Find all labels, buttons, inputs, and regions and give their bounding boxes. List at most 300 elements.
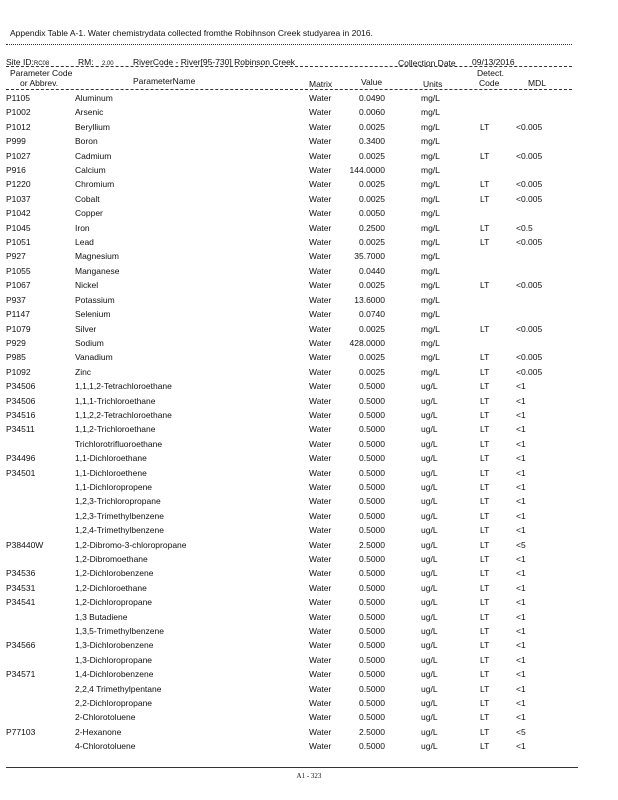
header-detect-line2: Code (479, 78, 500, 88)
value-cell: 0.5000 (359, 597, 385, 608)
param-name-cell: 1,1,1-Trichloroethane (75, 395, 156, 406)
param-code-cell: P1051 (6, 237, 31, 248)
param-name-cell: Zinc (75, 366, 92, 377)
mdl-cell: <1 (516, 568, 526, 579)
units-cell: ug/L (421, 597, 438, 608)
param-name-cell: 2-Chlorotoluene (75, 712, 136, 723)
units-cell: mg/L (421, 107, 440, 118)
table-row (0, 166, 618, 180)
value-cell: 0.5000 (359, 453, 385, 464)
value-cell: 0.0490 (359, 93, 385, 103)
mdl-cell: <0.5 (516, 222, 533, 233)
matrix-cell: Water (309, 222, 332, 233)
detect-code-cell: LT (480, 640, 490, 651)
units-cell: ug/L (421, 381, 438, 392)
mdl-cell: <1 (516, 438, 526, 449)
param-code-cell: P1147 (6, 309, 30, 320)
header-matrix: Matrix (309, 79, 333, 89)
matrix-cell: Water (309, 669, 332, 680)
mdl-cell: <0.005 (516, 352, 543, 363)
table-row (0, 656, 618, 670)
mdl-cell: <1 (516, 409, 526, 420)
detect-code-cell: LT (480, 409, 490, 420)
param-code-cell: P34571 (6, 669, 36, 680)
matrix-cell: Water (309, 136, 332, 147)
param-name-cell: Nickel (75, 280, 99, 291)
value-cell: 0.0025 (359, 193, 385, 204)
param-name-cell: 1,2-Dichloroethane (75, 582, 147, 593)
units-cell: ug/L (421, 525, 438, 536)
param-code-cell: P34501 (6, 467, 36, 478)
param-code-cell: P1027 (6, 150, 31, 161)
value-cell: 0.0025 (359, 366, 385, 377)
matrix-cell: Water (309, 121, 332, 132)
units-cell: ug/L (421, 582, 438, 593)
param-name-cell: 2,2,4 Trimethylpentane (75, 683, 162, 694)
table-row (0, 728, 618, 742)
param-name-cell: Manganese (75, 265, 120, 276)
matrix-cell: Water (309, 409, 332, 420)
table-row (0, 699, 618, 713)
matrix-cell: Water (309, 496, 332, 507)
detect-code-cell: LT (480, 467, 490, 478)
detect-code-cell: LT (480, 712, 490, 723)
param-name-cell: 2-Hexanone (75, 726, 122, 737)
param-code-cell: P34506 (6, 395, 36, 406)
table-row (0, 94, 618, 108)
table-row (0, 584, 618, 598)
units-cell: ug/L (421, 467, 438, 478)
detect-code-cell: LT (480, 741, 490, 752)
param-name-cell: 1,2-Dibromo-3-chloropropane (75, 539, 187, 550)
table-row (0, 137, 618, 151)
param-name-cell: 1,2,4-Trimethylbenzene (75, 525, 164, 536)
table-row (0, 670, 618, 684)
header-divider-top (6, 66, 572, 67)
units-cell: ug/L (421, 424, 438, 435)
table-row (0, 555, 618, 569)
units-cell: ug/L (421, 568, 438, 579)
table-row (0, 440, 618, 454)
table-row (0, 339, 618, 353)
mdl-cell: <0.005 (516, 179, 543, 190)
detect-code-cell: LT (480, 525, 490, 536)
param-name-cell: Arsenic (75, 107, 104, 118)
units-cell: mg/L (421, 165, 440, 176)
table-row (0, 123, 618, 137)
units-cell: ug/L (421, 626, 438, 637)
value-cell: 0.5000 (359, 438, 385, 449)
detect-code-cell: LT (480, 698, 490, 709)
mdl-cell: <1 (516, 669, 526, 680)
matrix-cell: Water (309, 554, 332, 564)
matrix-cell: Water (309, 294, 332, 305)
detect-code-cell: LT (480, 237, 490, 248)
param-name-cell: Beryllium (75, 121, 110, 132)
header-param-code-line1: Parameter Code (10, 68, 73, 78)
matrix-cell: Water (309, 265, 332, 276)
table-row (0, 368, 618, 382)
matrix-cell: Water (309, 165, 332, 176)
units-cell: ug/L (421, 496, 438, 507)
table-row (0, 641, 618, 655)
matrix-cell: Water (309, 539, 332, 550)
value-cell: 0.5000 (359, 698, 385, 709)
value-cell: 0.5000 (359, 496, 385, 507)
units-cell: mg/L (421, 337, 440, 348)
param-name-cell: 1,3,5-Trimethylbenzene (75, 626, 164, 637)
mdl-cell: <1 (516, 481, 526, 492)
value-cell: 2.5000 (359, 726, 385, 737)
mdl-cell: <0.005 (516, 366, 543, 377)
mdl-cell: <5 (516, 726, 526, 737)
mdl-cell: <1 (516, 683, 526, 694)
mdl-cell: <1 (516, 654, 526, 665)
collection-date-label: Collection Date (398, 58, 456, 68)
table-row (0, 469, 618, 483)
mdl-cell: <0.005 (516, 237, 543, 248)
param-code-cell: P999 (6, 136, 26, 147)
detect-code-cell: LT (480, 352, 490, 363)
param-name-cell: 1,2-Dichlorobenzene (75, 568, 154, 579)
units-cell: mg/L (421, 251, 440, 262)
header-param-code-line2: or Abbrev. (20, 78, 59, 88)
param-name-cell: 1,1,1,2-Tetrachloroethane (75, 381, 172, 392)
units-cell: mg/L (421, 294, 440, 305)
mdl-cell: <1 (516, 554, 526, 564)
value-cell: 0.5000 (359, 640, 385, 651)
detect-code-cell: LT (480, 395, 490, 406)
value-cell: 0.0440 (359, 265, 385, 276)
units-cell: ug/L (421, 726, 438, 737)
value-cell: 0.5000 (359, 510, 385, 521)
table-row (0, 180, 618, 194)
mdl-cell: <0.005 (516, 280, 543, 291)
table-row (0, 325, 618, 339)
value-cell: 0.5000 (359, 626, 385, 637)
units-cell: ug/L (421, 669, 438, 680)
mdl-cell: <1 (516, 611, 526, 622)
value-cell: 0.5000 (359, 525, 385, 536)
units-cell: ug/L (421, 554, 438, 564)
units-cell: ug/L (421, 712, 438, 723)
matrix-cell: Water (309, 93, 332, 103)
mdl-cell: <1 (516, 525, 526, 536)
value-cell: 35.7000 (354, 251, 385, 262)
matrix-cell: Water (309, 525, 332, 536)
matrix-cell: Water (309, 352, 332, 363)
site-id-label: Site ID: (6, 57, 34, 67)
detect-code-cell: LT (480, 582, 490, 593)
param-code-cell: P929 (6, 337, 26, 348)
rm-value: 2.00 (101, 61, 114, 67)
matrix-cell: Water (309, 698, 332, 709)
value-cell: 0.0050 (359, 208, 385, 219)
value-cell: 0.5000 (359, 683, 385, 694)
param-code-cell: P1012 (6, 121, 31, 132)
table-title: Appendix Table A-1. Water chemistrydata collected fromthe Robihnson Creek studyarea in 2016. (10, 28, 373, 38)
value-cell: 0.5000 (359, 409, 385, 420)
param-code-cell: P34511 (6, 424, 35, 435)
table-row (0, 598, 618, 612)
value-cell: 0.0025 (359, 323, 385, 334)
mdl-cell: <0.005 (516, 323, 543, 334)
value-cell: 0.5000 (359, 712, 385, 723)
mdl-cell: <1 (516, 467, 526, 478)
matrix-cell: Water (309, 193, 332, 204)
value-cell: 0.0740 (359, 309, 385, 320)
mdl-cell: <1 (516, 698, 526, 709)
site-id-value: RC08 (33, 61, 50, 67)
table-row (0, 281, 618, 295)
table-row (0, 397, 618, 411)
param-name-cell: Trichlorotrifluoroethane (75, 438, 163, 449)
detect-code-cell: LT (480, 193, 490, 204)
table-row (0, 238, 618, 252)
param-code-cell: P1042 (6, 208, 31, 219)
table-row (0, 353, 618, 367)
param-name-cell: Silver (75, 323, 97, 334)
table-row (0, 569, 618, 583)
param-name-cell: 1,4-Dichlorobenzene (75, 669, 154, 680)
matrix-cell: Water (309, 741, 332, 752)
units-cell: mg/L (421, 352, 440, 363)
matrix-cell: Water (309, 251, 332, 262)
table-row (0, 310, 618, 324)
header-param-name: ParameterName (133, 76, 196, 86)
table-row (0, 296, 618, 310)
param-code-cell: P1092 (6, 366, 31, 377)
units-cell: mg/L (421, 323, 440, 334)
param-name-cell: Boron (75, 136, 98, 147)
mdl-cell: <1 (516, 453, 526, 464)
units-cell: mg/L (421, 121, 440, 132)
header-mdl: MDL (528, 78, 546, 88)
table-row (0, 411, 618, 425)
value-cell: 0.0025 (359, 121, 385, 132)
matrix-cell: Water (309, 208, 332, 219)
units-cell: mg/L (421, 193, 440, 204)
matrix-cell: Water (309, 481, 332, 492)
matrix-cell: Water (309, 280, 332, 291)
mdl-cell: <1 (516, 640, 526, 651)
value-cell: 0.0025 (359, 179, 385, 190)
table-row (0, 152, 618, 166)
mdl-cell: <5 (516, 539, 526, 550)
detect-code-cell: LT (480, 453, 490, 464)
table-row (0, 195, 618, 209)
units-cell: ug/L (421, 510, 438, 521)
detect-code-cell: LT (480, 121, 490, 132)
param-name-cell: 1,3 Butadiene (75, 611, 128, 622)
matrix-cell: Water (309, 337, 332, 348)
matrix-cell: Water (309, 626, 332, 637)
matrix-cell: Water (309, 597, 332, 608)
value-cell: 428.0000 (349, 337, 385, 348)
units-cell: ug/L (421, 683, 438, 694)
detect-code-cell: LT (480, 381, 490, 392)
page-number: A1 - 323 (296, 772, 322, 780)
table-row (0, 108, 618, 122)
value-cell: 0.5000 (359, 381, 385, 392)
param-name-cell: 1,3-Dichlorobenzene (75, 640, 154, 651)
value-cell: 0.5000 (359, 611, 385, 622)
param-name-cell: 1,3-Dichloropropane (75, 654, 153, 665)
value-cell: 0.5000 (359, 467, 385, 478)
units-cell: mg/L (421, 208, 440, 219)
matrix-cell: Water (309, 510, 332, 521)
matrix-cell: Water (309, 467, 332, 478)
param-code-cell: P1067 (6, 280, 31, 291)
units-cell: ug/L (421, 438, 438, 449)
param-code-cell: P77103 (6, 726, 36, 737)
detect-code-cell: LT (480, 179, 490, 190)
units-cell: ug/L (421, 481, 438, 492)
detect-code-cell: LT (480, 683, 490, 694)
units-cell: mg/L (421, 265, 440, 276)
param-code-cell: P927 (6, 251, 26, 262)
param-name-cell: 4-Chlorotoluene (75, 741, 136, 752)
river-code: RiverCode - River[95-730] Robinson Creek (133, 57, 296, 67)
header-divider-bottom (6, 89, 572, 90)
value-cell: 0.5000 (359, 568, 385, 579)
param-name-cell: 1,1,2-Trichloroethane (75, 424, 156, 435)
detect-code-cell: LT (480, 280, 490, 291)
units-cell: ug/L (421, 453, 438, 464)
detect-code-cell: LT (480, 438, 490, 449)
detect-code-cell: LT (480, 366, 490, 377)
param-name-cell: 1,2,3-Trichloropropane (75, 496, 161, 507)
table-row (0, 382, 618, 396)
value-cell: 0.5000 (359, 669, 385, 680)
matrix-cell: Water (309, 179, 332, 190)
param-name-cell: 1,1-Dichloroethane (75, 453, 147, 464)
value-cell: 0.0060 (359, 107, 385, 118)
mdl-cell: <1 (516, 741, 526, 752)
detect-code-cell: LT (480, 481, 490, 492)
value-cell: 0.0025 (359, 280, 385, 291)
table-row (0, 252, 618, 266)
param-code-cell: P937 (6, 294, 26, 305)
value-cell: 0.5000 (359, 554, 385, 564)
param-code-cell: P916 (6, 165, 26, 176)
param-name-cell: 1,2-Dichloropropane (75, 597, 153, 608)
param-name-cell: 2,2-Dichloropropane (75, 698, 153, 709)
table-row (0, 742, 618, 756)
header-value: Value (361, 77, 383, 87)
matrix-cell: Water (309, 568, 332, 579)
matrix-cell: Water (309, 582, 332, 593)
units-cell: mg/L (421, 93, 440, 103)
units-cell: mg/L (421, 136, 440, 147)
param-code-cell: P1105 (6, 93, 30, 103)
units-cell: ug/L (421, 741, 438, 752)
param-name-cell: Magnesium (75, 251, 119, 262)
param-name-cell: 1,1,2,2-Tetrachloroethane (75, 409, 172, 420)
table-row (0, 613, 618, 627)
param-name-cell: 1,1-Dichloroethene (75, 467, 147, 478)
matrix-cell: Water (309, 726, 332, 737)
matrix-cell: Water (309, 453, 332, 464)
param-name-cell: Copper (75, 208, 103, 219)
param-name-cell: Selenium (75, 309, 111, 320)
param-name-cell: Cadmium (75, 150, 112, 161)
units-cell: ug/L (421, 409, 438, 420)
detect-code-cell: LT (480, 222, 490, 233)
matrix-cell: Water (309, 611, 332, 622)
param-name-cell: Chromium (75, 179, 115, 190)
matrix-cell: Water (309, 150, 332, 161)
value-cell: 0.5000 (359, 424, 385, 435)
matrix-cell: Water (309, 309, 332, 320)
table-row (0, 526, 618, 540)
mdl-cell: <1 (516, 424, 526, 435)
param-code-cell: P1045 (6, 222, 31, 233)
units-cell: mg/L (421, 237, 440, 248)
param-name-cell: 1,1-Dichloropropene (75, 481, 153, 492)
detect-code-cell: LT (480, 496, 490, 507)
param-code-cell: P1079 (6, 323, 31, 334)
param-code-cell: P985 (6, 352, 26, 363)
param-name-cell: Cobalt (75, 193, 100, 204)
value-cell: 0.5000 (359, 582, 385, 593)
detect-code-cell: LT (480, 597, 490, 608)
value-cell: 0.5000 (359, 654, 385, 665)
mdl-cell: <1 (516, 395, 526, 406)
table-row (0, 483, 618, 497)
param-name-cell: Potassium (75, 294, 115, 305)
param-name-cell: Iron (75, 222, 90, 233)
mdl-cell: <0.005 (516, 121, 543, 132)
param-code-cell: P34516 (6, 409, 36, 420)
table-row (0, 425, 618, 439)
matrix-cell: Water (309, 654, 332, 665)
collection-date-value: 09/13/2016 (472, 57, 515, 67)
param-code-cell: P34496 (6, 453, 36, 464)
matrix-cell: Water (309, 683, 332, 694)
mdl-cell: <1 (516, 626, 526, 637)
detect-code-cell: LT (480, 669, 490, 680)
param-name-cell: 1,2-Dibromoethane (75, 554, 148, 564)
value-cell: 0.5000 (359, 741, 385, 752)
mdl-cell: <1 (516, 597, 526, 608)
detect-code-cell: LT (480, 323, 490, 334)
mdl-cell: <1 (516, 582, 526, 593)
units-cell: ug/L (421, 654, 438, 665)
units-cell: ug/L (421, 640, 438, 651)
units-cell: ug/L (421, 395, 438, 406)
matrix-cell: Water (309, 395, 332, 406)
matrix-cell: Water (309, 712, 332, 723)
param-code-cell: P38440W (6, 539, 44, 550)
detect-code-cell: LT (480, 654, 490, 665)
matrix-cell: Water (309, 323, 332, 334)
table-row (0, 209, 618, 223)
value-cell: 13.6000 (354, 294, 385, 305)
value-cell: 0.0025 (359, 150, 385, 161)
param-code-cell: P1037 (6, 193, 31, 204)
footer-divider (6, 767, 578, 768)
units-cell: mg/L (421, 280, 440, 291)
param-code-cell: P1002 (6, 107, 31, 118)
param-code-cell: P1220 (6, 179, 31, 190)
detect-code-cell: LT (480, 539, 490, 550)
table-row (0, 627, 618, 641)
table-row (0, 512, 618, 526)
detect-code-cell: LT (480, 626, 490, 637)
table-row (0, 454, 618, 468)
units-cell: mg/L (421, 150, 440, 161)
